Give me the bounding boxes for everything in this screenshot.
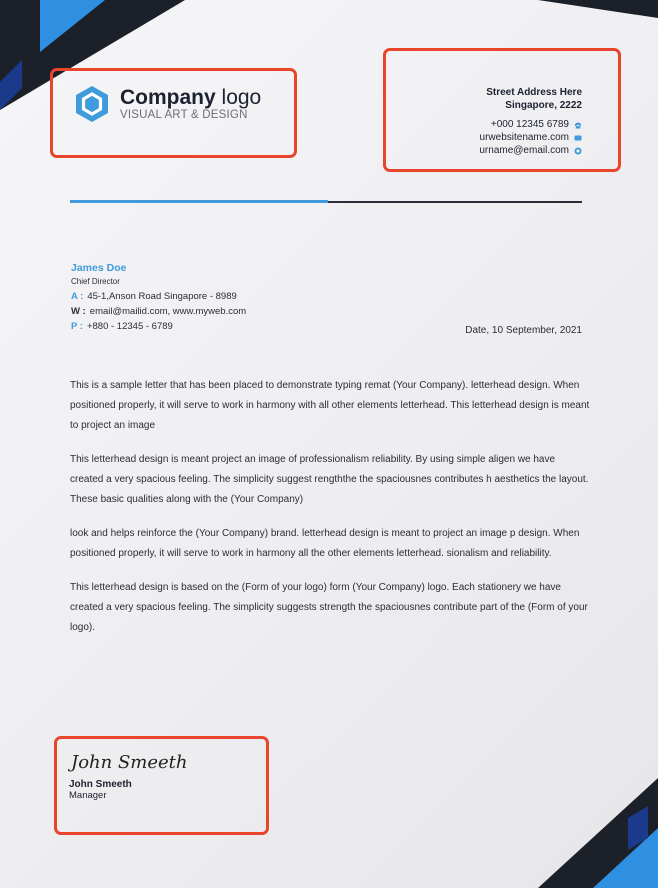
letter-body (70, 376, 590, 652)
paragraph: This letterhead design is based on the (Form of your logo) form (Your Company) logo. Each stationery we have created a very spacious feeling. The simplicity suggests strength the spaciousnes contribute part of the (Form of your logo). (70, 582, 588, 633)
sender-phone: P : +880 - 12345 - 6789 (71, 321, 173, 332)
highlight-box-address (383, 48, 621, 172)
signer-role: Manager (69, 790, 107, 801)
highlight-box-logo (50, 68, 297, 158)
letter-date: Date, 10 September, 2021 (465, 325, 582, 336)
sender-web: W : email@mailid.com, www.myweb.com (71, 306, 247, 317)
sender-title: Chief Director (71, 277, 120, 286)
paragraph: This letterhead design is meant project an image of professionalism reliability. By using simple aligen we have created a very spacious feeling. The simplicity suggest rengththe the spaciousnes contributes h aesthetics the layout. These basic qualities along with the (Your Company) (70, 454, 589, 505)
sender-address: A : 45-1,Anson Road Singapore - 8989 (71, 291, 237, 302)
corner-decoration-top-right (538, 0, 658, 30)
signer-name: John Smeeth (69, 779, 132, 790)
logo-tagline: VISUAL ART & DESIGN (120, 108, 248, 121)
corner-decoration-bottom-right (498, 778, 658, 888)
logo-name: Company logo (120, 85, 262, 109)
city-address: Singapore, 2222 (505, 100, 582, 111)
contact-email: urname@email.com (479, 144, 582, 157)
sender-block (71, 261, 246, 334)
highlight-box-signature (54, 736, 269, 835)
paragraph: look and helps reinforce the (Your Company) brand. letterhead design is meant to project an image p design. When positioned properly, it will serve to work in harmony all the other elements letterhead. sionalism and reliability. (70, 528, 580, 559)
contact-website: urwebsitename.com (479, 131, 582, 144)
paragraph: This is a sample letter that has been placed to demonstrate typing remat (Your Company). letterhead design. When positioned properly, it will serve to work in harmony with all other elements letterhead. This letterhead design is meant to project an image (70, 380, 590, 431)
signature-script: John Smeeth (71, 752, 188, 773)
contact-phone: +000 12345 6789 (479, 118, 582, 131)
street-address: Street Address Here (486, 87, 582, 98)
divider-accent (70, 200, 328, 203)
divider-dark (328, 201, 582, 203)
sender-name: James Doe (71, 262, 127, 274)
